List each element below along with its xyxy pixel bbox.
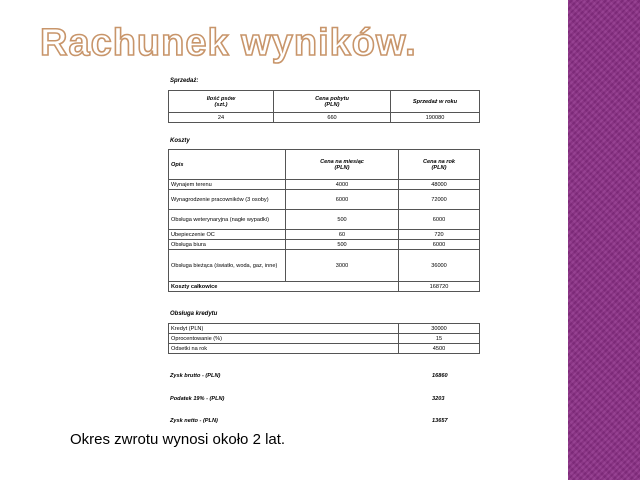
summary-label: Zysk brutto - (PLN) — [170, 373, 221, 379]
cost-month: 6000 — [286, 190, 399, 210]
section-label-sprzedaz: Sprzedaż: — [170, 78, 199, 84]
payback-note: Okres zwrotu wynosi około 2 lat. — [70, 431, 286, 448]
summary-label: Podatek 19% - (PLN) — [170, 396, 225, 402]
total-row — [169, 282, 480, 292]
cost-month: 3000 — [286, 250, 399, 282]
credit-value: 4500 — [399, 344, 480, 354]
table-row — [169, 210, 480, 230]
cost-desc: Obsługa weterynaryjna (nagłe wypadki) — [169, 210, 286, 230]
summary-row — [170, 418, 482, 424]
summary-label: Zysk netto - (PLN) — [170, 418, 218, 424]
section-label-kredyt: Obsługa kredytu — [170, 311, 218, 317]
table-row — [169, 324, 480, 334]
sales-cell: 190080 — [391, 113, 480, 123]
cost-desc: Ubepieczenie OC — [169, 230, 286, 240]
sales-table — [168, 90, 480, 123]
credit-desc: Odsetki na rok — [169, 344, 399, 354]
cost-month: 500 — [286, 210, 399, 230]
summary-row — [170, 373, 482, 379]
credit-value: 30000 — [399, 324, 480, 334]
costs-header: Opis — [169, 150, 286, 180]
table-row — [169, 190, 480, 210]
sales-header: Cena pobytu (PLN) — [274, 91, 391, 113]
sales-cell: 660 — [274, 113, 391, 123]
document-page — [168, 0, 488, 430]
section-label-koszty: Koszty — [170, 138, 190, 144]
table-row — [169, 250, 480, 282]
credit-table — [168, 323, 480, 354]
cost-month: 500 — [286, 240, 399, 250]
cost-month: 4000 — [286, 180, 399, 190]
table-row — [169, 344, 480, 354]
summary-value: 13657 — [432, 418, 448, 424]
table-row — [169, 240, 480, 250]
cost-year: 6000 — [399, 240, 480, 250]
table-row — [169, 180, 480, 190]
cost-year: 36000 — [399, 250, 480, 282]
cost-desc: Obsługa biura — [169, 240, 286, 250]
total-label: Koszty całkowice — [169, 282, 399, 292]
credit-desc: Oprocentowanie (%) — [169, 334, 399, 344]
cost-month: 60 — [286, 230, 399, 240]
total-value: 168720 — [399, 282, 480, 292]
cost-desc: Wynagrodzenie pracowników (3 osoby) — [169, 190, 286, 210]
costs-header: Cena na miesiąc (PLN) — [286, 150, 399, 180]
cost-year: 720 — [399, 230, 480, 240]
cost-year: 48000 — [399, 180, 480, 190]
summary-value: 16860 — [432, 373, 448, 379]
slide-title: Rachunek wyników. — [40, 22, 417, 64]
sales-cell: 24 — [169, 113, 274, 123]
sales-header: Sprzedaż w roku — [391, 91, 480, 113]
sales-header: Ilość psów (szt.) — [169, 91, 274, 113]
table-row — [169, 334, 480, 344]
summary-row — [170, 396, 482, 402]
decorative-sidebar — [568, 0, 640, 480]
table-row — [169, 230, 480, 240]
credit-desc: Kredyt (PLN) — [169, 324, 399, 334]
cost-desc: Obsługa bieżąca (światło, woda, gaz, inne) — [169, 250, 286, 282]
cost-desc: Wynajem terenu — [169, 180, 286, 190]
cost-year: 72000 — [399, 190, 480, 210]
costs-header: Cena na rok (PLN) — [399, 150, 480, 180]
costs-table — [168, 149, 480, 292]
credit-value: 15 — [399, 334, 480, 344]
summary-value: 3203 — [432, 396, 445, 402]
cost-year: 6000 — [399, 210, 480, 230]
